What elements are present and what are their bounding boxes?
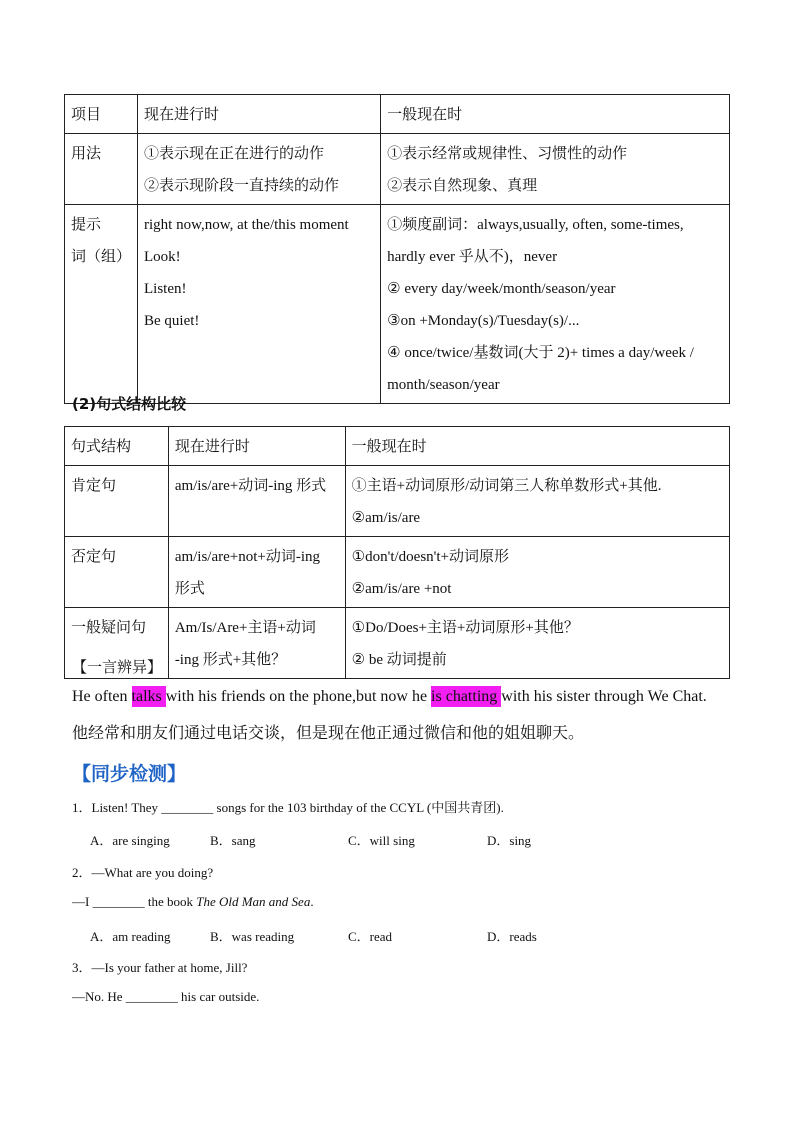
cell-line: ①Do/Does+主语+动词原形+其他？ [351, 620, 579, 636]
table-header-cell: 一般现在时 [381, 95, 730, 134]
comparison-table-usage [64, 94, 730, 404]
cell-line: right now,now, at the/this moment [144, 217, 349, 233]
sync-test-title: 【同步检测】 [72, 763, 187, 785]
cell-line: ②am/is/are [351, 510, 421, 526]
cell-line: Listen! [144, 281, 187, 297]
table-header-cell: 现在进行时 [168, 427, 345, 466]
table-row-signal-words [65, 205, 730, 404]
cell-line: 词（组） [71, 249, 132, 265]
table-header-cell: 句式结构 [65, 427, 169, 466]
row-label-cell [65, 205, 138, 404]
option-b: B．was reading [210, 929, 295, 944]
continuous-tense-cell [138, 205, 381, 404]
cell-line: Am/Is/Are+主语+动词 [174, 620, 316, 636]
cell-line: ② be 动词提前 [351, 652, 447, 668]
cell-line: 肯定句 [71, 478, 117, 494]
continuous-tense-cell [168, 537, 345, 608]
simple-present-cell [345, 608, 729, 679]
cell-line: -ing 形式+其他？ [174, 652, 287, 668]
answer-text: —I ________ the book [72, 894, 197, 909]
cell-line: 否定句 [71, 549, 117, 565]
option-b: B．sang [210, 833, 256, 848]
simple-present-cell [381, 205, 730, 404]
cell-line: ①频度副词：always,usually, often, some-times, [387, 217, 684, 233]
example-text: He often [72, 688, 132, 705]
highlighted-verb: talks [131, 688, 166, 705]
row-label-cell [65, 466, 169, 537]
answer-text: . [310, 894, 314, 909]
highlighted-verb: is chatting [431, 688, 502, 705]
cell-line: 一般疑问句 [71, 620, 147, 636]
cell-line: 提示 [71, 217, 102, 233]
cell-line: ②表示现阶段一直持续的动作 [144, 178, 340, 194]
cell-line: Look! [144, 249, 181, 265]
question-1: 1．Listen! They ________ songs for the 103 birthday of the CCYL (中国共青团). [72, 800, 504, 815]
option-d: D．reads [487, 929, 537, 944]
cell-line: Be quiet! [144, 313, 200, 329]
cell-line: am/is/are+动词-ing 形式 [174, 478, 327, 494]
row-label-cell [65, 537, 169, 608]
question-3-answer: —No. He ________ his car outside. [72, 989, 260, 1004]
row-label-cell [65, 134, 138, 205]
continuous-tense-cell [168, 608, 345, 679]
cell-line: hardly ever 乎从不)，never [387, 249, 558, 265]
table-header-row [65, 427, 730, 466]
question-2-answer [72, 894, 314, 910]
option-c: C．will sing [348, 833, 415, 848]
table-row-question [65, 608, 730, 679]
cell-line: ③on +Monday(s)/Tuesday(s)/... [387, 313, 580, 329]
option-d: D．sing [487, 833, 532, 848]
table-header-cell: 现在进行时 [138, 95, 381, 134]
section-title: (2)句式结构比较 [72, 395, 187, 413]
table-row-negative [65, 537, 730, 608]
example-text: with his sister through We Chat. [501, 688, 707, 705]
simple-present-cell [345, 537, 729, 608]
cell-line: 形式 [174, 581, 205, 597]
cell-line: ②am/is/are +not [351, 581, 452, 597]
continuous-tense-cell [138, 134, 381, 205]
cell-line: 用法 [71, 146, 102, 162]
simple-present-cell [381, 134, 730, 205]
cell-line: ①don't/doesn't+动词原形 [351, 549, 509, 565]
book-title: The Old Man and Sea [196, 894, 311, 909]
example-translation: 他经常和朋友们通过电话交谈，但是现在他正通过微信和他的姐姐聊天。 [72, 725, 585, 742]
cell-line: am/is/are+not+动词-ing [174, 549, 321, 565]
table-header-row [65, 95, 730, 134]
question-2: 2．—What are you doing? [72, 865, 214, 880]
cell-line: ② every day/week/month/season/year [387, 281, 616, 297]
table-row-usage [65, 134, 730, 205]
option-a: A．am reading [90, 929, 171, 944]
option-c: C．read [348, 929, 393, 944]
cell-line: ①表示现在正在进行的动作 [144, 146, 325, 162]
simple-present-cell [345, 466, 729, 537]
cell-line: ④ once/twice/基数词(大于 2)+ times a day/week / [387, 345, 694, 361]
distinguish-title: 【一言辨异】 [72, 660, 163, 676]
example-text: with his friends on the phone,but now he [165, 688, 432, 705]
cell-line: ②表示自然现象、真理 [387, 178, 538, 194]
option-a: A．are singing [90, 833, 170, 848]
example-sentence [72, 688, 707, 706]
cell-line: ①表示经常或规律性、习惯性的动作 [387, 146, 628, 162]
table-header-cell: 一般现在时 [345, 427, 729, 466]
question-3: 3．—Is your father at home, Jill? [72, 960, 248, 975]
cell-line: month/season/year [387, 377, 500, 393]
cell-line: ①主语+动词原形/动词第三人称单数形式+其他. [351, 478, 662, 494]
table-header-cell: 项目 [65, 95, 138, 134]
table-row-affirmative [65, 466, 730, 537]
continuous-tense-cell [168, 466, 345, 537]
comparison-table-structure [64, 426, 730, 679]
